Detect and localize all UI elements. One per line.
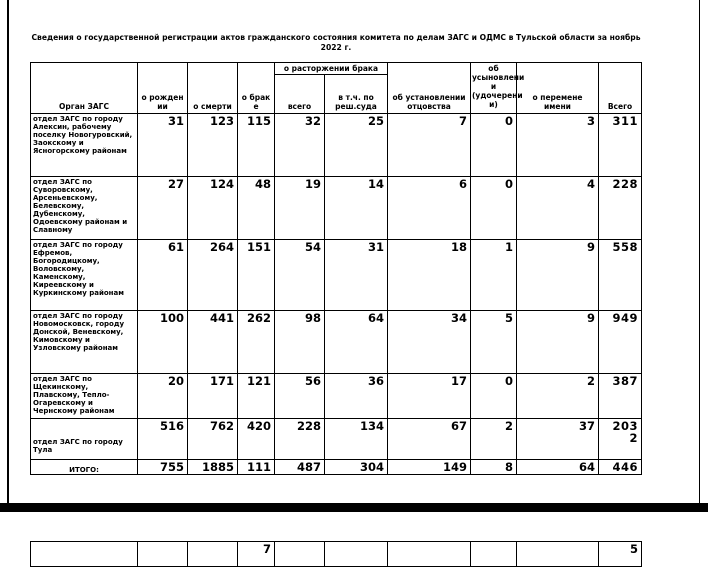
cell-divorce-court: 134 <box>325 419 388 460</box>
cell-total: 228 <box>599 177 642 240</box>
total-deaths: 1885 <box>188 460 238 475</box>
total-divorce-court: 304 <box>325 460 388 475</box>
cell-paternity: 67 <box>388 419 471 460</box>
total-divorce-total: 487 <box>275 460 325 475</box>
cell-adoption: 1 <box>471 240 517 311</box>
cell-paternity: 7 <box>388 114 471 177</box>
cont-cell-divorce-total <box>275 542 325 567</box>
cont-cell-organ <box>31 542 138 567</box>
header-deaths: о смерти <box>188 63 238 114</box>
table-row <box>31 177 642 240</box>
table-row <box>31 114 642 177</box>
page-border-left <box>7 0 9 504</box>
cell-deaths: 441 <box>188 311 238 374</box>
cont-cell-deaths <box>188 542 238 567</box>
header-marriages: о брак е <box>238 63 275 114</box>
cell-total: 949 <box>599 311 642 374</box>
cell-divorce-total: 19 <box>275 177 325 240</box>
cell-deaths: 762 <box>188 419 238 460</box>
total-paternity: 149 <box>388 460 471 475</box>
cell-paternity: 6 <box>388 177 471 240</box>
table-row <box>31 374 642 419</box>
total-name-change: 64 <box>517 460 599 475</box>
cell-deaths: 124 <box>188 177 238 240</box>
cell-divorce-court: 64 <box>325 311 388 374</box>
total-marriages: 111 <box>238 460 275 475</box>
row-organ: отдел ЗАГС по городу Ефремов, Богородицкому, Воловскому, Каменскому, Киреевскому и Куркинскому районам <box>31 240 138 311</box>
cell-adoption: 5 <box>471 311 517 374</box>
cont-cell-births <box>138 542 188 567</box>
total-births: 755 <box>138 460 188 475</box>
cell-divorce-total: 56 <box>275 374 325 419</box>
cell-marriages: 115 <box>238 114 275 177</box>
header-divorce-court: в т.ч. по реш.суда <box>325 75 388 114</box>
cell-births: 27 <box>138 177 188 240</box>
cell-births: 20 <box>138 374 188 419</box>
cont-cell-divorce-court <box>325 542 388 567</box>
cell-name-change: 4 <box>517 177 599 240</box>
header-divorce-total: всего <box>275 75 325 114</box>
continuation-row <box>31 542 642 567</box>
cell-divorce-total: 54 <box>275 240 325 311</box>
cell-name-change: 37 <box>517 419 599 460</box>
cont-cell-paternity <box>388 542 471 567</box>
cont-cell-marriages: 7 <box>238 542 275 567</box>
header-adoption: об усыновлени и (удочерени и) <box>471 63 517 114</box>
cell-deaths: 123 <box>188 114 238 177</box>
cell-births: 516 <box>138 419 188 460</box>
cell-births: 61 <box>138 240 188 311</box>
cell-marriages: 151 <box>238 240 275 311</box>
cell-paternity: 18 <box>388 240 471 311</box>
cell-births: 100 <box>138 311 188 374</box>
header-organ: Орган ЗАГС <box>31 63 138 114</box>
row-organ: отдел ЗАГС по Суворовскому, Арсеньевскому, Белевскому, Дубенскому, Одоевскому районам и Славному <box>31 177 138 240</box>
totals-label: ИТОГО: <box>31 460 138 475</box>
total-total: 446 <box>599 460 642 475</box>
header-divorce-group: о расторжении брака <box>275 63 388 75</box>
cell-divorce-total: 32 <box>275 114 325 177</box>
cell-divorce-total: 228 <box>275 419 325 460</box>
page-title: Сведения о государственной регистрации актов гражданского состояния комитета по делам ЗАГС и ОДМС в Тульской области за ноябрь 2022 г. <box>31 33 641 52</box>
cell-name-change: 2 <box>517 374 599 419</box>
cell-divorce-court: 31 <box>325 240 388 311</box>
cell-births: 31 <box>138 114 188 177</box>
cell-deaths: 171 <box>188 374 238 419</box>
cell-adoption: 0 <box>471 374 517 419</box>
cell-marriages: 121 <box>238 374 275 419</box>
cell-divorce-court: 25 <box>325 114 388 177</box>
cell-marriages: 48 <box>238 177 275 240</box>
cell-total: 558 <box>599 240 642 311</box>
continuation-row-table <box>30 541 642 567</box>
totals-row <box>31 460 642 475</box>
cell-divorce-total: 98 <box>275 311 325 374</box>
cont-cell-total: 5 <box>599 542 642 567</box>
total-adoption: 8 <box>471 460 517 475</box>
header-total: Всего <box>599 63 642 114</box>
cell-adoption: 2 <box>471 419 517 460</box>
registration-table <box>30 62 642 475</box>
table-row <box>31 419 642 460</box>
cont-cell-adoption <box>471 542 517 567</box>
cell-adoption: 0 <box>471 177 517 240</box>
cell-name-change: 9 <box>517 240 599 311</box>
cell-name-change: 9 <box>517 311 599 374</box>
cell-adoption: 0 <box>471 114 517 177</box>
header-row-1 <box>31 63 642 75</box>
cell-total: 387 <box>599 374 642 419</box>
header-name-change: о перемене имени <box>517 63 599 114</box>
cell-total: 311 <box>599 114 642 177</box>
header-births: о рожден ии <box>138 63 188 114</box>
header-paternity: об установлении отцовства <box>388 63 471 114</box>
row-organ: отдел ЗАГС по городу Тула <box>31 419 138 460</box>
page-border-right <box>699 0 700 504</box>
cell-deaths: 264 <box>188 240 238 311</box>
cell-paternity: 17 <box>388 374 471 419</box>
table-row <box>31 240 642 311</box>
cell-divorce-court: 36 <box>325 374 388 419</box>
cell-marriages: 420 <box>238 419 275 460</box>
page-break-divider <box>0 503 708 512</box>
cell-total: 203 2 <box>599 419 642 460</box>
cell-name-change: 3 <box>517 114 599 177</box>
cont-cell-name-change <box>517 542 599 567</box>
row-organ: отдел ЗАГС по Щекинскому, Плавскому, Тепло-Огаревскому и Чернскому районам <box>31 374 138 419</box>
cell-paternity: 34 <box>388 311 471 374</box>
row-organ: отдел ЗАГС по городу Алексин, рабочему поселку Новогуровский, Заокскому и Ясногорскому районам <box>31 114 138 177</box>
cell-marriages: 262 <box>238 311 275 374</box>
table-row <box>31 311 642 374</box>
row-organ: отдел ЗАГС по городу Новомосковск, городу Донской, Веневскому, Кимовскому и Узловскому районам <box>31 311 138 374</box>
cell-divorce-court: 14 <box>325 177 388 240</box>
